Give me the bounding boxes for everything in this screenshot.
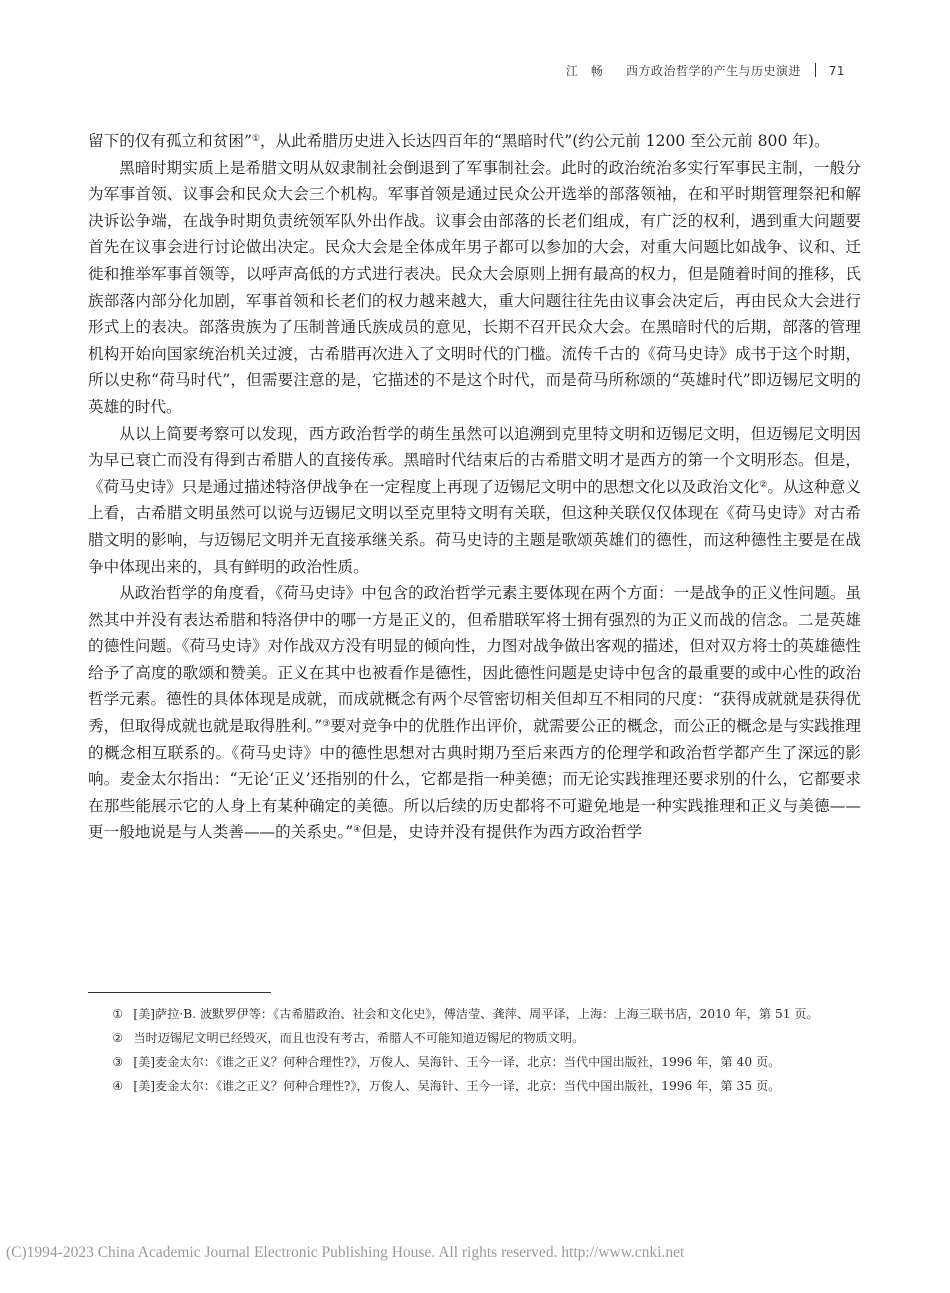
paragraph-text: 但是，史诗并没有提供作为西方政治哲学 [361, 823, 643, 842]
copyright-notice: (C)1994-2023 China Academic Journal Electronic Publishing House. All rights reserved. http://www.cnki.net [6, 1244, 685, 1261]
paragraph-text: 。从这种意义上看，古希腊文明虽然可以说与迈锡尼文明以至克里特文明有关联，但这种关联仅仅体现在《荷马史诗》对古希腊文明的影响，与迈锡尼文明并无直接承继关系。荷马史诗的主题是歌颂英雄们的德性，而这种德性主要是在战争中体现出来的，具有鲜明的政治性质。 [88, 477, 861, 576]
footnote [88, 1076, 861, 1097]
paragraph [88, 128, 861, 155]
paragraph-text: 从以上简要考察可以发现，西方政治哲学的萌生虽然可以追溯到克里特文明和迈锡尼文明，但迈锡尼文明因为早已衰亡而没有得到古希腊人的直接传承。黑暗时代结束后的古希腊文明才是西方的第一个文明形态。但是，《荷马史诗》只是通过描述特洛伊战争在一定程度上再现了迈锡尼文明中的思想文化以及政治文化 [88, 424, 861, 496]
header-author: 江 畅 [565, 64, 604, 78]
main-text [88, 128, 861, 846]
paragraph [88, 155, 861, 421]
paragraph-text: 黑暗时期实质上是希腊文明从奴隶制社会倒退到了军事制社会。此时的政治统治多实行军事民主制，一般分为军事首领、议事会和民众大会三个机构。军事首领是通过民众公开选举的部落领袖，在和平时期管理祭祀和解决诉讼争端，在战争时期负责统领军队外出作战。议事会由部落的长老们组成，有广泛的权利，遇到重大问题要首先在议事会进行讨论做出决定。民众大会是全体成年男子都可以参加的大会，对重大问题比如战争、议和、迁徙和推举军事首领等，以呼声高低的方式进行表决。民众大会原则上拥有最高的权力，但是随着时间的推移，氏族部落内部分化加剧，军事首领和长老们的权力越来越大，重大问题往往先由议事会决定后，再由民众大会进行形式上的表决。部落贵族为了压制普通氏族成员的意见，长期不召开民众大会。在黑暗时代的后期，部落的管理机构开始向国家统治机关过渡，古希腊再次进入了文明时代的门槛。流传千古的《荷马史诗》成书于这个时期，所以史称“荷马时代”，但需要注意的是，它描述的不是这个时代，而是荷马所称颂的“英雄时代”即迈锡尼文明的英雄的时代。 [88, 158, 861, 416]
footnote-text: 当时迈锡尼文明已经毁灭，而且也没有考古，希腊人不可能知道迈锡尼的物质文明。 [133, 1031, 585, 1045]
header-article-title: 西方政治哲学的产生与历史演进 [626, 64, 802, 78]
footnote [88, 1028, 861, 1049]
footnote [88, 1052, 861, 1073]
footnote-mark: ① [112, 1007, 124, 1021]
paragraph [88, 580, 861, 846]
header-page-number: 71 [828, 64, 845, 78]
footnote-reference[interactable]: ① [251, 134, 260, 144]
footnote-mark: ② [112, 1031, 124, 1045]
footnote [88, 1004, 861, 1025]
paragraph-text: ，从此希腊历史进入长达四百年的“黑暗时代”(约公元前 1200 至公元前 800 年)。 [260, 132, 830, 150]
footnote-text: [美]麦金太尔：《谁之正义？何种合理性?》，万俊人、吴海针、王今一译，北京：当代中国出版社，1996 年，第 40 页。 [133, 1055, 781, 1069]
footnote-mark: ④ [112, 1079, 124, 1093]
header-separator [815, 63, 816, 77]
paragraph-text: 要对竞争中的优胜作出评价，就需要公正的概念，而公正的概念是与实践推理的概念相互联系的。《荷马史诗》中的德性思想对古典时期乃至后来西方的伦理学和政治哲学都产生了深远的影响。麦金太尔指出：“无论‘正义’还指别的什么，它都是指一种美德；而无论实践推理还要求别的什么，它都要求在那些能展示它的人身上有某种确定的美德。所以后续的历史都将不可避免地是一种实践推理和正义与美德——更一般地说是与人类善——的关系史。” [88, 717, 861, 842]
running-head [566, 62, 845, 79]
paragraph-text: 从政治哲学的角度看，《荷马史诗》中包含的政治哲学元素主要体现在两个方面：一是战争的正义性问题。虽然其中并没有表达希腊和特洛伊中的哪一方是正义的，但希腊联军将士拥有强烈的为正义而战的信念。二是英雄的德性问题。《荷马史诗》对作战双方没有明显的倾向性，力图对战争做出客观的描述，但对双方将士的英雄德性给予了高度的歌颂和赞美。正义在其中也被看作是德性，因此德性问题是史诗中包含的最重要的或中心性的政治哲学元素。德性的具体体现是成就，而成就概念有两个尽管密切相关但却互不相同的尺度：“获得成就就是获得优秀，但取得成就也就是取得胜利。” [88, 584, 861, 736]
footnote-text: [美]麦金太尔：《谁之正义？何种合理性?》，万俊人、吴海针、王今一译，北京：当代中国出版社，1996 年，第 35 页。 [133, 1079, 781, 1093]
footnotes [88, 1004, 861, 1100]
footnote-text: [美]萨拉·B. 波默罗伊等：《古希腊政治、社会和文化史》，傅洁莹、龚萍、周平译，上海：上海三联书店，2010 年，第 51 页。 [133, 1007, 819, 1021]
paragraph [88, 421, 861, 581]
footnote-mark: ③ [112, 1055, 124, 1069]
footnote-reference[interactable]: ④ [353, 825, 362, 836]
footnote-rule [88, 992, 271, 993]
footnote-reference[interactable]: ③ [322, 719, 331, 730]
paragraph-text: 留下的仅有孤立和贫困” [88, 132, 252, 150]
footnote-reference[interactable]: ② [759, 479, 768, 490]
